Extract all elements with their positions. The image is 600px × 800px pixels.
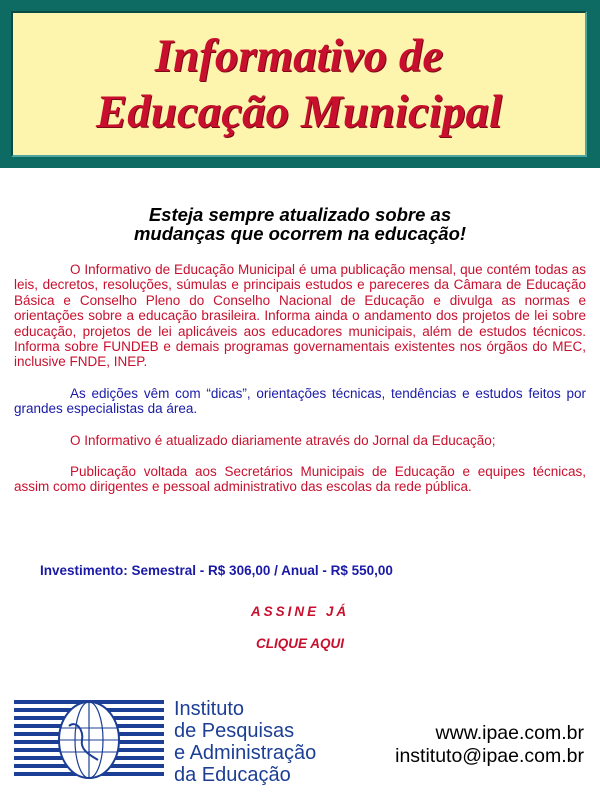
institute-line-1: Instituto <box>174 698 245 720</box>
description-body <box>14 262 586 511</box>
paragraph-updates: O Informativo é atualizado diariamente através do Jornal da Educação; <box>70 432 496 448</box>
title-line-1: Informativo de <box>154 30 444 82</box>
header-banner <box>0 0 600 168</box>
tagline-line-1: Esteja sempre atualizado sobre as <box>148 204 452 225</box>
tagline-line-2: mudanças que ocorrem na educação! <box>133 223 467 244</box>
website-link[interactable]: www.ipae.com.br <box>435 722 584 744</box>
header-panel <box>11 11 587 157</box>
paragraph-intro: O Informativo de Educação Municipal é uma publicação mensal, que contém todas as leis, decretos, resoluções, súmulas e principais estudos e pareceres da Câmara de Educação Básica e Conselho Pleno do Conselho Nacional de Educação e divulga as normas e orientações sobre a educação brasileira. Informa ainda o andamento dos projetos de lei sobre educação, projetos de lei aplicáveis aos educadores municipais, além de estudos técnicos. Informa sobre FUNDEB e demais programas governamentais existentes nos órgãos do MEC, inclusive FNDE, INEP. <box>14 262 586 370</box>
paragraph-audience: Publicação voltada aos Secretários Municipais de Educação e equipes técnicas, assim como dirigentes e pessoal administrativo das escolas da rede pública. <box>14 464 586 495</box>
institute-line-3: e Administração <box>174 742 317 764</box>
email-link[interactable]: instituto@ipae.com.br <box>395 745 584 767</box>
institute-line-4: da Educação <box>174 764 291 786</box>
globe-logo-icon <box>14 700 164 787</box>
paragraph-tips: As edições vêm com “dicas”, orientações técnicas, tendências e estudos feitos por grandes especialistas da área. <box>14 385 586 417</box>
contact-info <box>395 722 584 768</box>
institute-line-2: de Pesquisas <box>174 720 295 742</box>
investment-price: Investimento: Semestral - R$ 306,00 / Anual - R$ 550,00 <box>40 563 393 578</box>
tagline <box>0 205 600 243</box>
institute-name <box>174 698 316 786</box>
page-title <box>13 28 585 140</box>
click-here-link[interactable]: CLIQUE AQUI <box>255 636 344 651</box>
subscribe-heading: ASSINE JÁ <box>250 604 350 619</box>
title-line-2: Educação Municipal <box>95 86 503 138</box>
